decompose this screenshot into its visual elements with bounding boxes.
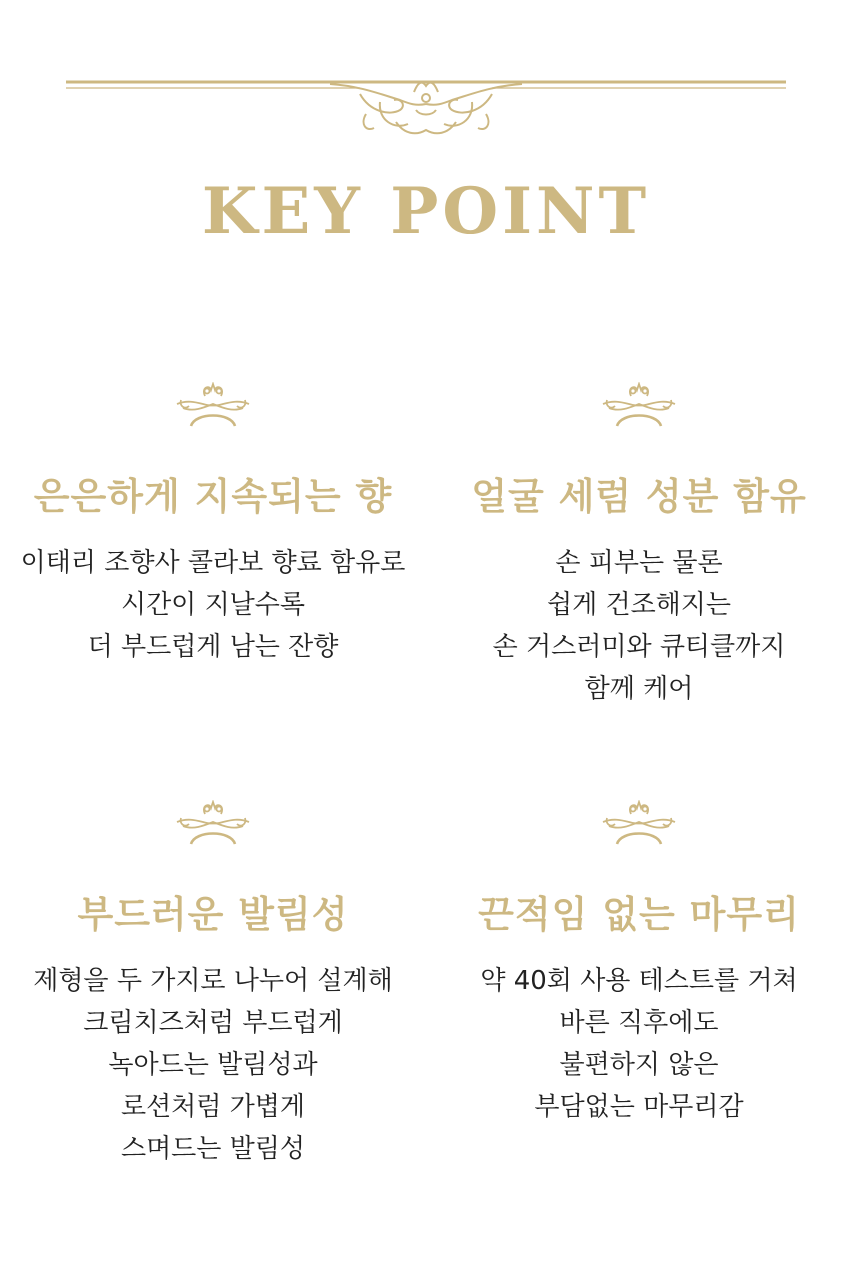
point-description-line: 더 부드럽게 남는 잔향 — [87, 632, 339, 662]
point-description-line: 불편하지 않은 — [559, 1050, 719, 1080]
point-description-line: 함께 케어 — [584, 674, 694, 704]
point-description-line: 시간이 지날수록 — [120, 590, 306, 620]
point-description — [426, 542, 852, 710]
point-description-line: 제형을 두 가지로 나누어 설계해 — [33, 966, 393, 996]
point-description — [0, 542, 426, 668]
crown-crest-icon — [599, 800, 679, 850]
point-description-line: 바른 직후에도 — [559, 1008, 719, 1038]
point-heading: 부드러운 발림성 — [77, 893, 349, 936]
point-description — [0, 960, 426, 1170]
point-description-line: 손 거스러미와 큐티클까지 — [492, 632, 786, 662]
point-description-line: 크림치즈처럼 부드럽게 — [83, 1008, 343, 1038]
point-description-line: 녹아드는 발림성과 — [108, 1050, 318, 1080]
key-point-card — [426, 382, 852, 710]
key-point-card — [0, 382, 426, 668]
crown-crest-icon — [173, 800, 253, 850]
key-point-card — [426, 800, 852, 1128]
page-title: KEY POINT — [201, 174, 651, 249]
point-heading: 은은하게 지속되는 향 — [33, 475, 393, 518]
point-description-line: 손 피부는 물론 — [555, 548, 723, 578]
point-description — [426, 960, 852, 1128]
point-description-line: 부담없는 마무리감 — [534, 1092, 744, 1122]
point-heading: 얼굴 세럼 성분 함유 — [471, 475, 807, 518]
point-description-line: 이태리 조향사 콜라보 향료 함유로 — [20, 548, 406, 578]
point-description-line: 쉽게 건조해지는 — [546, 590, 732, 620]
point-description-line: 약 40회 사용 테스트를 거쳐 — [480, 966, 798, 996]
point-heading: 끈적임 없는 마무리 — [478, 893, 800, 936]
crown-crest-icon — [599, 382, 679, 432]
point-description-line: 로션처럼 가볍게 — [120, 1092, 306, 1122]
key-point-card — [0, 800, 426, 1170]
baroque-divider-ornament-icon — [60, 72, 792, 142]
crown-crest-icon — [173, 382, 253, 432]
point-description-line: 스며드는 발림성 — [120, 1134, 306, 1164]
